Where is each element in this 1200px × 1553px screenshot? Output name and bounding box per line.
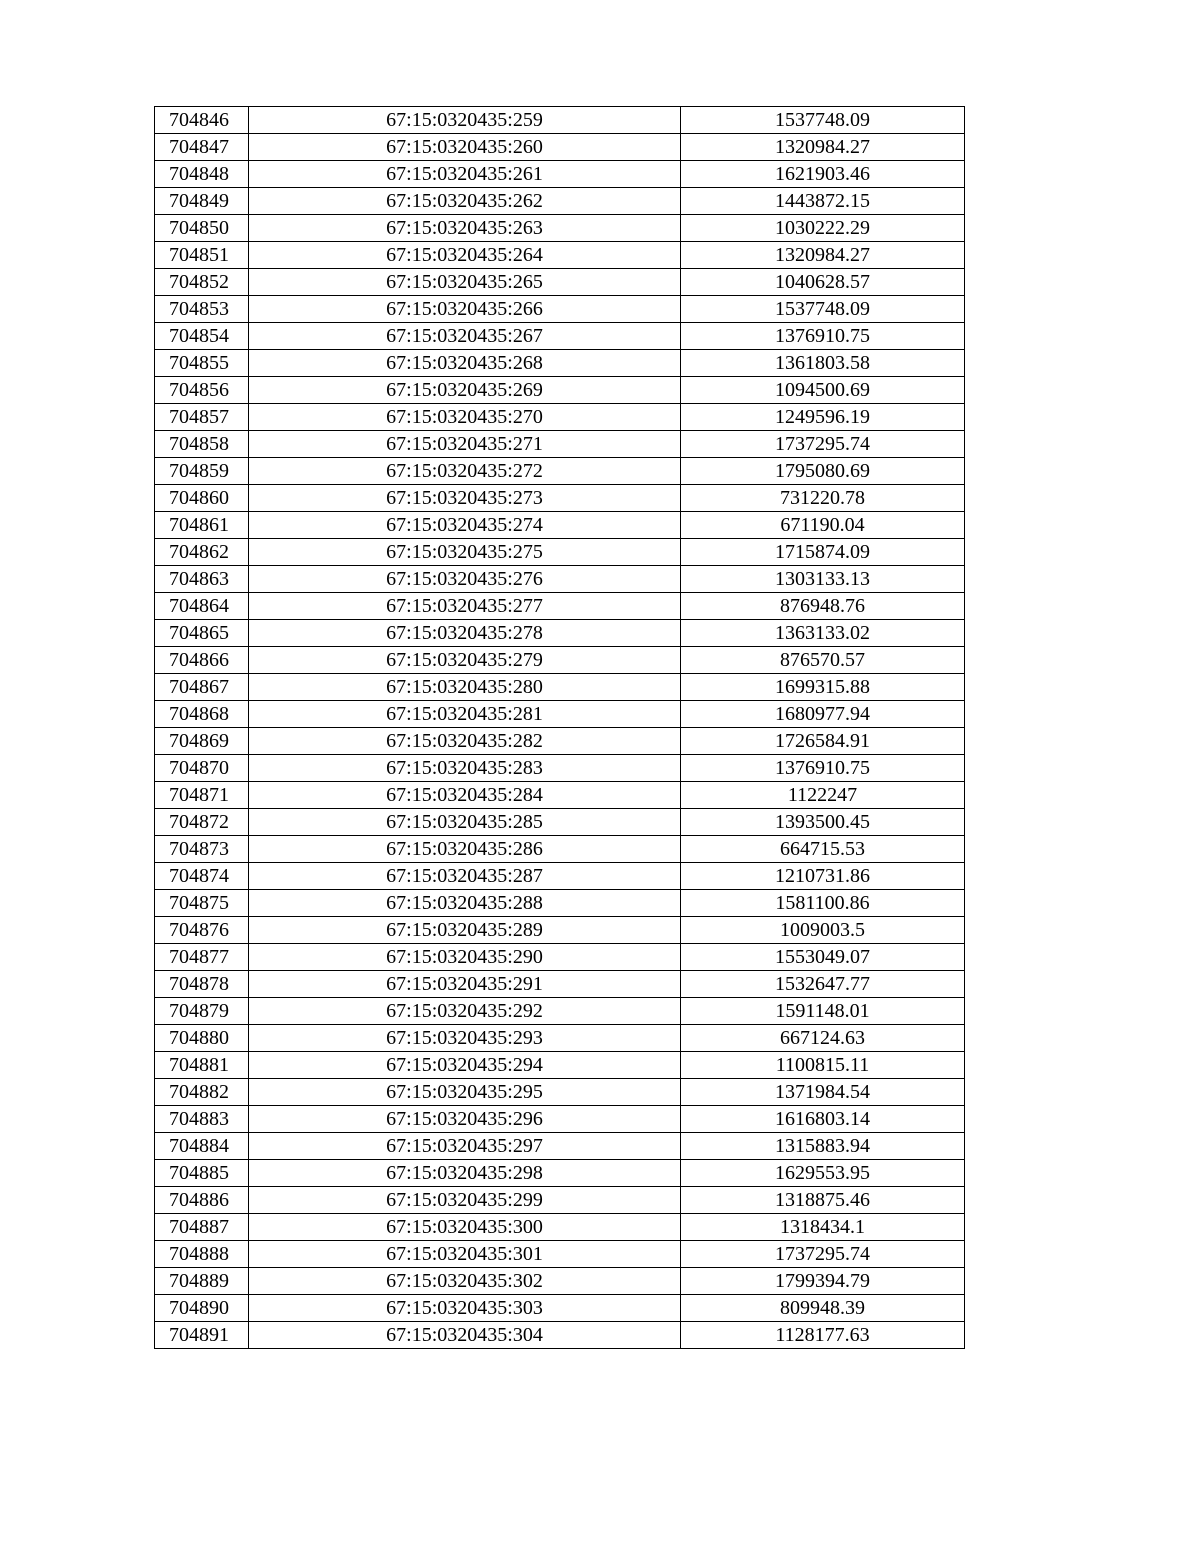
- table-row: [155, 782, 965, 809]
- cadastral-value-cell: 809948.39: [681, 1295, 965, 1322]
- cadastral-number-cell: 67:15:0320435:261: [249, 161, 681, 188]
- cadastral-value-cell: 1320984.27: [681, 242, 965, 269]
- cadastral-number-cell: 67:15:0320435:271: [249, 431, 681, 458]
- cadastral-value-cell: 1393500.45: [681, 809, 965, 836]
- cadastral-value-cell: 1737295.74: [681, 1241, 965, 1268]
- cadastral-number-cell: 67:15:0320435:285: [249, 809, 681, 836]
- cadastral-value-cell: 1591148.01: [681, 998, 965, 1025]
- cadastral-value-cell: 1040628.57: [681, 269, 965, 296]
- table-row: [155, 215, 965, 242]
- table-row: [155, 593, 965, 620]
- cadastral-number-cell: 67:15:0320435:300: [249, 1214, 681, 1241]
- cadastral-value-cell: 876948.76: [681, 593, 965, 620]
- cadastral-number-cell: 67:15:0320435:270: [249, 404, 681, 431]
- cadastral-value-cell: 1537748.09: [681, 107, 965, 134]
- cadastral-value-cell: 1303133.13: [681, 566, 965, 593]
- row-number-cell: 704849: [155, 188, 249, 215]
- cadastral-number-cell: 67:15:0320435:295: [249, 1079, 681, 1106]
- row-number-cell: 704871: [155, 782, 249, 809]
- cadastral-value-cell: 1094500.69: [681, 377, 965, 404]
- cadastral-value-cell: 1376910.75: [681, 755, 965, 782]
- cadastral-number-cell: 67:15:0320435:277: [249, 593, 681, 620]
- cadastral-number-cell: 67:15:0320435:259: [249, 107, 681, 134]
- cadastral-number-cell: 67:15:0320435:293: [249, 1025, 681, 1052]
- table-row: [155, 134, 965, 161]
- table-row: [155, 458, 965, 485]
- cadastral-value-cell: 1009003.5: [681, 917, 965, 944]
- table-row: [155, 323, 965, 350]
- cadastral-number-cell: 67:15:0320435:299: [249, 1187, 681, 1214]
- cadastral-value-cell: 1553049.07: [681, 944, 965, 971]
- table-row: [155, 1295, 965, 1322]
- row-number-cell: 704868: [155, 701, 249, 728]
- row-number-cell: 704874: [155, 863, 249, 890]
- table-row: [155, 566, 965, 593]
- cadastral-value-cell: 1443872.15: [681, 188, 965, 215]
- table-row: [155, 620, 965, 647]
- row-number-cell: 704863: [155, 566, 249, 593]
- row-number-cell: 704855: [155, 350, 249, 377]
- row-number-cell: 704877: [155, 944, 249, 971]
- table-row: [155, 107, 965, 134]
- cadastral-number-cell: 67:15:0320435:267: [249, 323, 681, 350]
- row-number-cell: 704884: [155, 1133, 249, 1160]
- row-number-cell: 704866: [155, 647, 249, 674]
- cadastral-number-cell: 67:15:0320435:264: [249, 242, 681, 269]
- row-number-cell: 704885: [155, 1160, 249, 1187]
- table-row: [155, 1106, 965, 1133]
- cadastral-number-cell: 67:15:0320435:274: [249, 512, 681, 539]
- cadastral-number-cell: 67:15:0320435:275: [249, 539, 681, 566]
- row-number-cell: 704861: [155, 512, 249, 539]
- table-row: [155, 1214, 965, 1241]
- cadastral-value-cell: 1320984.27: [681, 134, 965, 161]
- row-number-cell: 704850: [155, 215, 249, 242]
- table-row: [155, 1025, 965, 1052]
- row-number-cell: 704852: [155, 269, 249, 296]
- row-number-cell: 704883: [155, 1106, 249, 1133]
- cadastral-value-table: [154, 106, 965, 1349]
- table-row: [155, 1133, 965, 1160]
- cadastral-value-cell: 876570.57: [681, 647, 965, 674]
- table-row: [155, 1241, 965, 1268]
- cadastral-value-cell: 1361803.58: [681, 350, 965, 377]
- cadastral-number-cell: 67:15:0320435:301: [249, 1241, 681, 1268]
- cadastral-number-cell: 67:15:0320435:263: [249, 215, 681, 242]
- row-number-cell: 704881: [155, 1052, 249, 1079]
- table-row: [155, 809, 965, 836]
- cadastral-value-cell: 1799394.79: [681, 1268, 965, 1295]
- cadastral-number-cell: 67:15:0320435:279: [249, 647, 681, 674]
- table-row: [155, 269, 965, 296]
- cadastral-number-cell: 67:15:0320435:276: [249, 566, 681, 593]
- row-number-cell: 704846: [155, 107, 249, 134]
- cadastral-number-cell: 67:15:0320435:291: [249, 971, 681, 998]
- row-number-cell: 704882: [155, 1079, 249, 1106]
- cadastral-value-cell: 1737295.74: [681, 431, 965, 458]
- cadastral-value-cell: 1249596.19: [681, 404, 965, 431]
- table-row: [155, 431, 965, 458]
- cadastral-number-cell: 67:15:0320435:283: [249, 755, 681, 782]
- row-number-cell: 704887: [155, 1214, 249, 1241]
- row-number-cell: 704872: [155, 809, 249, 836]
- table-row: [155, 944, 965, 971]
- table-row: [155, 188, 965, 215]
- cadastral-value-cell: 1715874.09: [681, 539, 965, 566]
- cadastral-value-cell: 667124.63: [681, 1025, 965, 1052]
- table-row: [155, 512, 965, 539]
- cadastral-number-cell: 67:15:0320435:288: [249, 890, 681, 917]
- cadastral-value-cell: 1537748.09: [681, 296, 965, 323]
- cadastral-value-cell: 1532647.77: [681, 971, 965, 998]
- row-number-cell: 704864: [155, 593, 249, 620]
- cadastral-number-cell: 67:15:0320435:280: [249, 674, 681, 701]
- cadastral-number-cell: 67:15:0320435:296: [249, 1106, 681, 1133]
- cadastral-number-cell: 67:15:0320435:278: [249, 620, 681, 647]
- table-row: [155, 1079, 965, 1106]
- table-row: [155, 917, 965, 944]
- row-number-cell: 704876: [155, 917, 249, 944]
- table-row: [155, 647, 965, 674]
- cadastral-number-cell: 67:15:0320435:260: [249, 134, 681, 161]
- cadastral-value-cell: 1315883.94: [681, 1133, 965, 1160]
- cadastral-number-cell: 67:15:0320435:273: [249, 485, 681, 512]
- table-row: [155, 539, 965, 566]
- cadastral-number-cell: 67:15:0320435:265: [249, 269, 681, 296]
- cadastral-number-cell: 67:15:0320435:290: [249, 944, 681, 971]
- table-row: [155, 1187, 965, 1214]
- cadastral-value-cell: 1621903.46: [681, 161, 965, 188]
- row-number-cell: 704880: [155, 1025, 249, 1052]
- cadastral-value-cell: 1629553.95: [681, 1160, 965, 1187]
- cadastral-value-cell: 1363133.02: [681, 620, 965, 647]
- table-row: [155, 1322, 965, 1349]
- cadastral-value-cell: 1699315.88: [681, 674, 965, 701]
- cadastral-number-cell: 67:15:0320435:281: [249, 701, 681, 728]
- cadastral-value-cell: 1371984.54: [681, 1079, 965, 1106]
- row-number-cell: 704865: [155, 620, 249, 647]
- cadastral-value-cell: 1376910.75: [681, 323, 965, 350]
- table-row: [155, 350, 965, 377]
- table-row: [155, 998, 965, 1025]
- table-body: [155, 107, 965, 1349]
- cadastral-number-cell: 67:15:0320435:289: [249, 917, 681, 944]
- row-number-cell: 704888: [155, 1241, 249, 1268]
- cadastral-number-cell: 67:15:0320435:286: [249, 836, 681, 863]
- row-number-cell: 704859: [155, 458, 249, 485]
- cadastral-value-cell: 1581100.86: [681, 890, 965, 917]
- cadastral-number-cell: 67:15:0320435:292: [249, 998, 681, 1025]
- cadastral-number-cell: 67:15:0320435:302: [249, 1268, 681, 1295]
- cadastral-number-cell: 67:15:0320435:294: [249, 1052, 681, 1079]
- table-row: [155, 161, 965, 188]
- table-row: [155, 242, 965, 269]
- cadastral-value-cell: 664715.53: [681, 836, 965, 863]
- cadastral-value-cell: 1318875.46: [681, 1187, 965, 1214]
- row-number-cell: 704860: [155, 485, 249, 512]
- table-row: [155, 485, 965, 512]
- row-number-cell: 704878: [155, 971, 249, 998]
- cadastral-number-cell: 67:15:0320435:262: [249, 188, 681, 215]
- table-row: [155, 971, 965, 998]
- cadastral-number-cell: 67:15:0320435:268: [249, 350, 681, 377]
- cadastral-value-cell: 731220.78: [681, 485, 965, 512]
- row-number-cell: 704873: [155, 836, 249, 863]
- table-row: [155, 863, 965, 890]
- row-number-cell: 704851: [155, 242, 249, 269]
- row-number-cell: 704862: [155, 539, 249, 566]
- row-number-cell: 704886: [155, 1187, 249, 1214]
- cadastral-number-cell: 67:15:0320435:298: [249, 1160, 681, 1187]
- table-row: [155, 728, 965, 755]
- cadastral-value-cell: 1616803.14: [681, 1106, 965, 1133]
- table-row: [155, 404, 965, 431]
- cadastral-number-cell: 67:15:0320435:303: [249, 1295, 681, 1322]
- row-number-cell: 704890: [155, 1295, 249, 1322]
- cadastral-value-cell: 1100815.11: [681, 1052, 965, 1079]
- cadastral-value-cell: 1680977.94: [681, 701, 965, 728]
- table-row: [155, 1268, 965, 1295]
- cadastral-number-cell: 67:15:0320435:287: [249, 863, 681, 890]
- row-number-cell: 704854: [155, 323, 249, 350]
- row-number-cell: 704858: [155, 431, 249, 458]
- table-row: [155, 1052, 965, 1079]
- table-row: [155, 296, 965, 323]
- row-number-cell: 704867: [155, 674, 249, 701]
- cadastral-value-cell: 1122247: [681, 782, 965, 809]
- table-row: [155, 1160, 965, 1187]
- cadastral-value-cell: 671190.04: [681, 512, 965, 539]
- cadastral-number-cell: 67:15:0320435:297: [249, 1133, 681, 1160]
- cadastral-value-cell: 1030222.29: [681, 215, 965, 242]
- cadastral-value-cell: 1318434.1: [681, 1214, 965, 1241]
- row-number-cell: 704879: [155, 998, 249, 1025]
- row-number-cell: 704875: [155, 890, 249, 917]
- row-number-cell: 704853: [155, 296, 249, 323]
- row-number-cell: 704856: [155, 377, 249, 404]
- table-row: [155, 701, 965, 728]
- cadastral-value-cell: 1726584.91: [681, 728, 965, 755]
- cadastral-number-cell: 67:15:0320435:269: [249, 377, 681, 404]
- cadastral-number-cell: 67:15:0320435:284: [249, 782, 681, 809]
- table-row: [155, 836, 965, 863]
- row-number-cell: 704848: [155, 161, 249, 188]
- row-number-cell: 704891: [155, 1322, 249, 1349]
- cadastral-number-cell: 67:15:0320435:272: [249, 458, 681, 485]
- cadastral-value-cell: 1210731.86: [681, 863, 965, 890]
- row-number-cell: 704870: [155, 755, 249, 782]
- table-row: [155, 755, 965, 782]
- row-number-cell: 704889: [155, 1268, 249, 1295]
- table-row: [155, 674, 965, 701]
- table-row: [155, 890, 965, 917]
- row-number-cell: 704847: [155, 134, 249, 161]
- cadastral-number-cell: 67:15:0320435:282: [249, 728, 681, 755]
- row-number-cell: 704857: [155, 404, 249, 431]
- cadastral-number-cell: 67:15:0320435:304: [249, 1322, 681, 1349]
- cadastral-number-cell: 67:15:0320435:266: [249, 296, 681, 323]
- row-number-cell: 704869: [155, 728, 249, 755]
- cadastral-value-cell: 1128177.63: [681, 1322, 965, 1349]
- table-row: [155, 377, 965, 404]
- cadastral-value-cell: 1795080.69: [681, 458, 965, 485]
